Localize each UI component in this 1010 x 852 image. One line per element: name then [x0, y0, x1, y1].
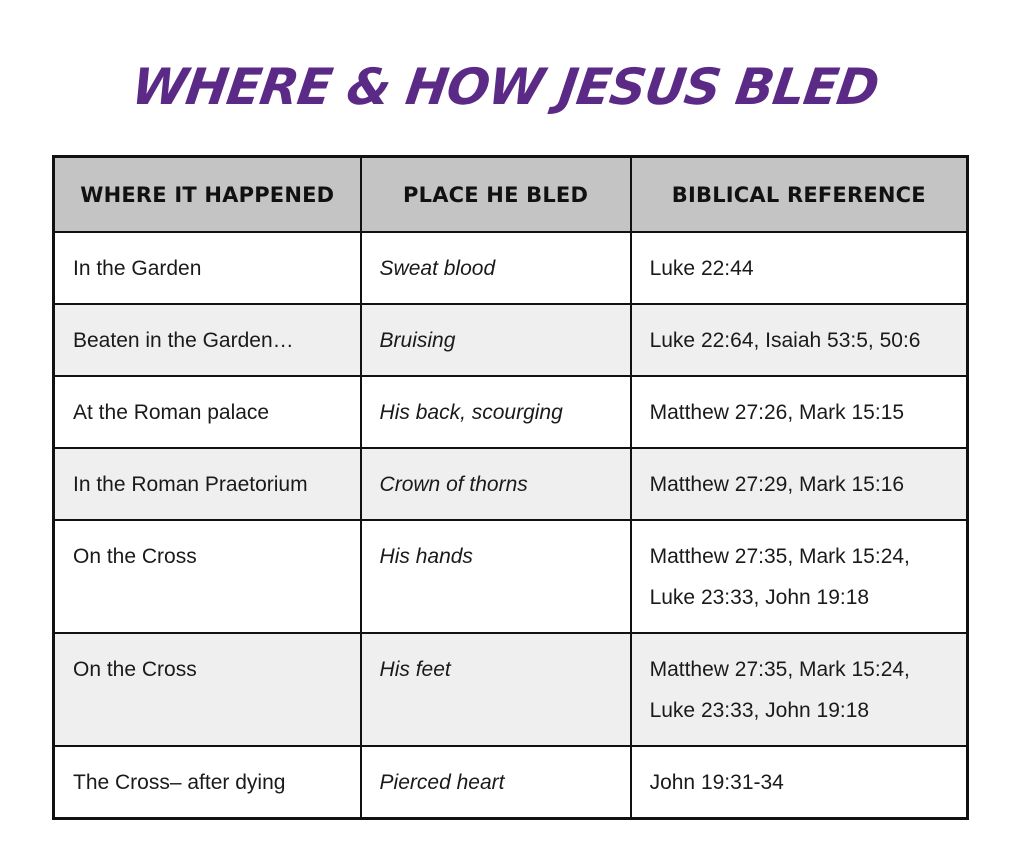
place-cell: Sweat blood [361, 232, 631, 304]
bleeding-reference-table [52, 155, 969, 820]
place-cell: Crown of thorns [361, 448, 631, 520]
place-cell: His back, scourging [361, 376, 631, 448]
reference-cell [631, 520, 968, 633]
reference-line: Matthew 27:29, Mark 15:16 [649, 473, 905, 496]
place-cell: Bruising [361, 304, 631, 376]
header-place: PLACE HE BLED [361, 157, 631, 233]
reference-line: Luke 22:44 [649, 257, 754, 280]
reference-line: Matthew 27:35, Mark 15:24, [649, 658, 910, 681]
where-cell: At the Roman palace [54, 376, 361, 448]
place-cell: His hands [361, 520, 631, 633]
where-cell: The Cross– after dying [54, 746, 361, 819]
table-row [54, 633, 968, 746]
reference-cell [631, 304, 968, 376]
reference-cell [631, 376, 968, 448]
table-row [54, 232, 968, 304]
reference-line: Matthew 27:35, Mark 15:24, [649, 545, 910, 568]
place-cell: Pierced heart [361, 746, 631, 819]
where-cell: On the Cross [54, 633, 361, 746]
reference-cell [631, 232, 968, 304]
where-cell: In the Roman Praetorium [54, 448, 361, 520]
where-cell: On the Cross [54, 520, 361, 633]
page-title: WHERE & HOW JESUS BLED [128, 58, 882, 116]
table-header-row [54, 157, 968, 233]
reference-line: Matthew 27:26, Mark 15:15 [649, 401, 905, 424]
table-row [54, 448, 968, 520]
table-row [54, 520, 968, 633]
header-reference: BIBLICAL REFERENCE [631, 157, 968, 233]
reference-line: Luke 22:64, Isaiah 53:5, 50:6 [649, 329, 921, 352]
header-where: WHERE IT HAPPENED [54, 157, 361, 233]
where-cell: Beaten in the Garden… [54, 304, 361, 376]
reference-cell [631, 448, 968, 520]
reference-cell [631, 633, 968, 746]
reference-cell [631, 746, 968, 819]
reference-line: John 19:31-34 [649, 771, 784, 794]
reference-line: Luke 23:33, John 19:18 [649, 586, 870, 609]
place-cell: His feet [361, 633, 631, 746]
table-row [54, 746, 968, 819]
reference-line: Luke 23:33, John 19:18 [649, 699, 870, 722]
table-row [54, 376, 968, 448]
table-row [54, 304, 968, 376]
where-cell: In the Garden [54, 232, 361, 304]
